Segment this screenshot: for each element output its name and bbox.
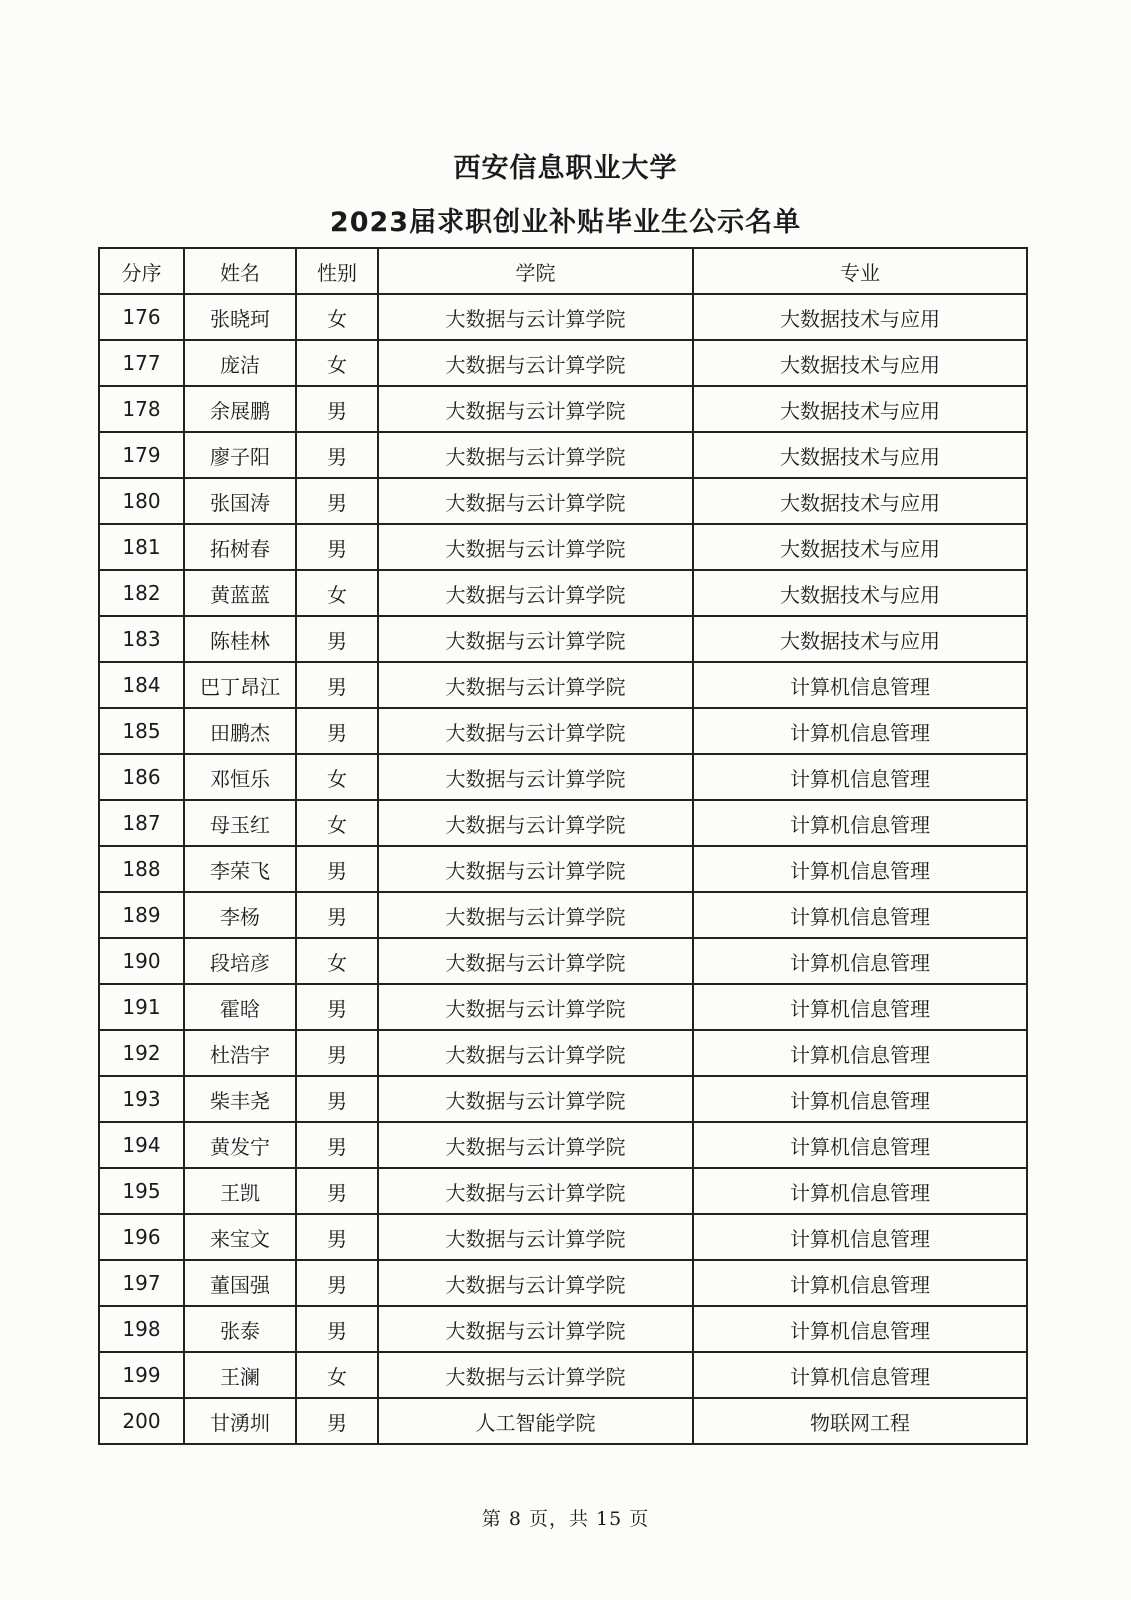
table-row	[99, 616, 1027, 662]
cell-gender: 女	[296, 340, 378, 386]
cell-major: 计算机信息管理	[693, 1352, 1027, 1398]
table-row	[99, 1122, 1027, 1168]
cell-gender: 女	[296, 938, 378, 984]
cell-seq: 176	[99, 294, 184, 340]
cell-gender: 男	[296, 846, 378, 892]
table-row	[99, 708, 1027, 754]
cell-major: 大数据技术与应用	[693, 478, 1027, 524]
table-row	[99, 846, 1027, 892]
table-row	[99, 478, 1027, 524]
table-row	[99, 340, 1027, 386]
table-row	[99, 1260, 1027, 1306]
cell-name: 巴丁昂江	[184, 662, 296, 708]
cell-name: 李杨	[184, 892, 296, 938]
table-row	[99, 892, 1027, 938]
cell-seq: 185	[99, 708, 184, 754]
cell-major: 计算机信息管理	[693, 708, 1027, 754]
cell-seq: 183	[99, 616, 184, 662]
cell-gender: 女	[296, 1352, 378, 1398]
cell-college: 大数据与云计算学院	[378, 1260, 693, 1306]
cell-gender: 男	[296, 478, 378, 524]
cell-college: 大数据与云计算学院	[378, 1168, 693, 1214]
cell-major: 大数据技术与应用	[693, 294, 1027, 340]
cell-gender: 男	[296, 1398, 378, 1444]
cell-major: 计算机信息管理	[693, 1306, 1027, 1352]
column-header-name: 姓名	[184, 248, 296, 294]
cell-seq: 196	[99, 1214, 184, 1260]
table-row	[99, 1030, 1027, 1076]
cell-college: 大数据与云计算学院	[378, 800, 693, 846]
cell-name: 陈桂林	[184, 616, 296, 662]
cell-seq: 192	[99, 1030, 184, 1076]
cell-college: 大数据与云计算学院	[378, 708, 693, 754]
document-subtitle: 2023届求职创业补贴毕业生公示名单	[329, 207, 802, 238]
table-row	[99, 570, 1027, 616]
cell-major: 计算机信息管理	[693, 1260, 1027, 1306]
cell-name: 拓树春	[184, 524, 296, 570]
cell-name: 张晓珂	[184, 294, 296, 340]
column-header-seq: 分序	[99, 248, 184, 294]
cell-name: 余展鹏	[184, 386, 296, 432]
cell-name: 段培彦	[184, 938, 296, 984]
cell-name: 庞洁	[184, 340, 296, 386]
cell-major: 计算机信息管理	[693, 662, 1027, 708]
cell-gender: 男	[296, 1122, 378, 1168]
cell-college: 大数据与云计算学院	[378, 294, 693, 340]
cell-gender: 男	[296, 1076, 378, 1122]
cell-major: 计算机信息管理	[693, 892, 1027, 938]
cell-seq: 195	[99, 1168, 184, 1214]
cell-gender: 男	[296, 616, 378, 662]
cell-gender: 男	[296, 524, 378, 570]
cell-major: 大数据技术与应用	[693, 524, 1027, 570]
cell-seq: 190	[99, 938, 184, 984]
cell-major: 计算机信息管理	[693, 1030, 1027, 1076]
cell-college: 大数据与云计算学院	[378, 524, 693, 570]
table-row	[99, 524, 1027, 570]
cell-seq: 188	[99, 846, 184, 892]
cell-college: 大数据与云计算学院	[378, 938, 693, 984]
cell-college: 大数据与云计算学院	[378, 340, 693, 386]
cell-gender: 男	[296, 1260, 378, 1306]
table-row	[99, 294, 1027, 340]
table-row	[99, 1306, 1027, 1352]
cell-seq: 186	[99, 754, 184, 800]
cell-major: 计算机信息管理	[693, 938, 1027, 984]
document-title: 西安信息职业大学	[453, 153, 678, 184]
cell-name: 张泰	[184, 1306, 296, 1352]
table-row	[99, 432, 1027, 478]
table-row	[99, 1076, 1027, 1122]
cell-seq: 179	[99, 432, 184, 478]
cell-seq: 191	[99, 984, 184, 1030]
cell-gender: 男	[296, 432, 378, 478]
table-row	[99, 386, 1027, 432]
cell-major: 计算机信息管理	[693, 846, 1027, 892]
cell-college: 大数据与云计算学院	[378, 1214, 693, 1260]
cell-college: 大数据与云计算学院	[378, 1030, 693, 1076]
cell-major: 大数据技术与应用	[693, 340, 1027, 386]
cell-seq: 177	[99, 340, 184, 386]
cell-gender: 女	[296, 570, 378, 616]
cell-major: 计算机信息管理	[693, 1122, 1027, 1168]
roster-table	[98, 247, 1028, 1445]
table-row	[99, 1398, 1027, 1444]
cell-seq: 184	[99, 662, 184, 708]
cell-gender: 男	[296, 1168, 378, 1214]
cell-name: 来宝文	[184, 1214, 296, 1260]
cell-college: 大数据与云计算学院	[378, 1352, 693, 1398]
cell-seq: 180	[99, 478, 184, 524]
cell-gender: 女	[296, 294, 378, 340]
cell-seq: 198	[99, 1306, 184, 1352]
cell-name: 王凯	[184, 1168, 296, 1214]
cell-college: 大数据与云计算学院	[378, 846, 693, 892]
cell-seq: 189	[99, 892, 184, 938]
cell-seq: 197	[99, 1260, 184, 1306]
cell-major: 计算机信息管理	[693, 754, 1027, 800]
cell-college: 人工智能学院	[378, 1398, 693, 1444]
page-number: 第 8 页，共 15 页	[481, 1508, 650, 1530]
cell-gender: 男	[296, 708, 378, 754]
cell-name: 柴丰尧	[184, 1076, 296, 1122]
cell-gender: 男	[296, 892, 378, 938]
cell-gender: 男	[296, 1214, 378, 1260]
cell-gender: 女	[296, 754, 378, 800]
cell-college: 大数据与云计算学院	[378, 570, 693, 616]
column-header-major: 专业	[693, 248, 1027, 294]
cell-name: 母玉红	[184, 800, 296, 846]
column-header-gender: 性别	[296, 248, 378, 294]
column-header-college: 学院	[378, 248, 693, 294]
cell-seq: 187	[99, 800, 184, 846]
cell-seq: 181	[99, 524, 184, 570]
cell-gender: 男	[296, 386, 378, 432]
cell-major: 计算机信息管理	[693, 1076, 1027, 1122]
table-row	[99, 984, 1027, 1030]
cell-major: 大数据技术与应用	[693, 386, 1027, 432]
table-row	[99, 662, 1027, 708]
cell-college: 大数据与云计算学院	[378, 1076, 693, 1122]
cell-name: 黄发宁	[184, 1122, 296, 1168]
cell-major: 计算机信息管理	[693, 984, 1027, 1030]
table-header-row	[99, 248, 1027, 294]
cell-name: 李荣飞	[184, 846, 296, 892]
cell-name: 田鹏杰	[184, 708, 296, 754]
cell-college: 大数据与云计算学院	[378, 984, 693, 1030]
cell-college: 大数据与云计算学院	[378, 432, 693, 478]
cell-name: 黄蓝蓝	[184, 570, 296, 616]
cell-name: 霍晗	[184, 984, 296, 1030]
cell-major: 大数据技术与应用	[693, 432, 1027, 478]
cell-name: 廖子阳	[184, 432, 296, 478]
cell-name: 杜浩宇	[184, 1030, 296, 1076]
table-body	[99, 294, 1027, 1444]
cell-seq: 194	[99, 1122, 184, 1168]
cell-college: 大数据与云计算学院	[378, 478, 693, 524]
cell-name: 邓恒乐	[184, 754, 296, 800]
cell-gender: 男	[296, 1306, 378, 1352]
cell-gender: 男	[296, 1030, 378, 1076]
cell-gender: 男	[296, 662, 378, 708]
cell-college: 大数据与云计算学院	[378, 662, 693, 708]
cell-college: 大数据与云计算学院	[378, 1122, 693, 1168]
cell-seq: 193	[99, 1076, 184, 1122]
table-row	[99, 800, 1027, 846]
cell-major: 物联网工程	[693, 1398, 1027, 1444]
table-row	[99, 754, 1027, 800]
cell-major: 计算机信息管理	[693, 1214, 1027, 1260]
cell-college: 大数据与云计算学院	[378, 754, 693, 800]
cell-name: 张国涛	[184, 478, 296, 524]
cell-major: 大数据技术与应用	[693, 570, 1027, 616]
cell-name: 甘湧圳	[184, 1398, 296, 1444]
cell-seq: 178	[99, 386, 184, 432]
cell-major: 大数据技术与应用	[693, 616, 1027, 662]
table-row	[99, 1168, 1027, 1214]
cell-seq: 200	[99, 1398, 184, 1444]
cell-college: 大数据与云计算学院	[378, 1306, 693, 1352]
cell-name: 王澜	[184, 1352, 296, 1398]
cell-gender: 男	[296, 984, 378, 1030]
table-row	[99, 938, 1027, 984]
cell-college: 大数据与云计算学院	[378, 616, 693, 662]
cell-college: 大数据与云计算学院	[378, 892, 693, 938]
cell-gender: 女	[296, 800, 378, 846]
cell-seq: 199	[99, 1352, 184, 1398]
table-row	[99, 1352, 1027, 1398]
cell-name: 董国强	[184, 1260, 296, 1306]
cell-major: 计算机信息管理	[693, 800, 1027, 846]
cell-major: 计算机信息管理	[693, 1168, 1027, 1214]
cell-seq: 182	[99, 570, 184, 616]
table-row	[99, 1214, 1027, 1260]
cell-college: 大数据与云计算学院	[378, 386, 693, 432]
